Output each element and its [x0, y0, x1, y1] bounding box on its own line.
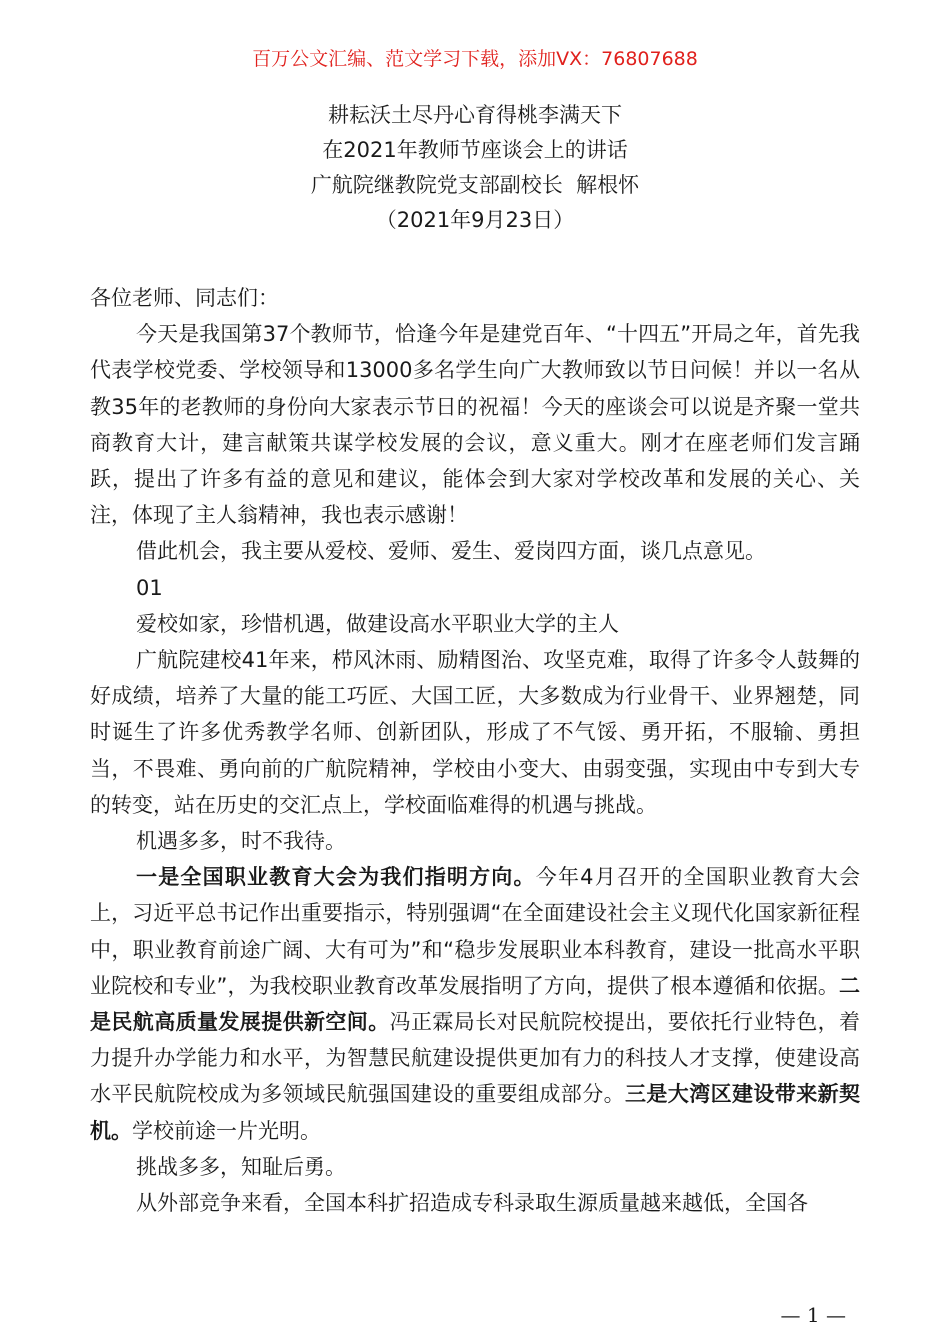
- page-number: — 1 —: [780, 1303, 846, 1327]
- speech-body: [90, 280, 860, 1221]
- speech-title: 耕耘沃土尽丹心育得桃李满天下: [328, 103, 622, 127]
- paragraph-opportunities: 机遇多多，时不我待。: [136, 829, 346, 854]
- section-heading: 爱校如家，珍惜机遇，做建设高水平职业大学的主人: [136, 611, 619, 636]
- watermark-banner: 百万公文汇编、范文学习下载，添加VX：76807688: [252, 48, 698, 70]
- point-one-text: 今年4月召开的全国职业教育大会上，习近平总书记作出重要指示，特别强调“在全面建设社会主义现代化国家新征程中，职业教育前途广阔、大有可为”和“稳步发展职业本科教育，建设一批高水平职业院校和专业”，为我校职业教育改革发展指明了方向，提供了根本遵循和依据。: [90, 865, 860, 998]
- point-one-heading: 一是全国职业教育大会为我们指明方向。: [136, 865, 536, 890]
- speaker-line: 广航院继教院党支部副校长 解根怀: [310, 173, 640, 197]
- paragraph-outline: 借此机会，我主要从爱校、爱师、爱生、爱岗四方面，谈几点意见。: [136, 539, 766, 564]
- paragraph-opening: 今天是我国第37个教师节，恰逢今年是建党百年、“十四五”开局之年，首先我代表学校党委、学校领导和13000多名学生向广大教师致以节日问候！并以一名从教35年的老教师的身份向大家表示节日的祝福！今天的座谈会可以说是齐聚一堂共商教育大计，建言献策共谋学校发展的会议，意义重大。刚才在座老师们发言踊跃，提出了许多有益的意见和建议，能体会到大家对学校改革和发展的关心、关注，体现了主人翁精神，我也表示感谢！: [90, 322, 860, 528]
- paragraph-opportunity-details: [90, 859, 860, 1149]
- point-two-heading: 二是民航高质量发展提供新空间。: [90, 973, 860, 1035]
- point-three-heading: 三是大湾区建设带来新契机。: [90, 1082, 860, 1143]
- page-footer: [0, 1300, 950, 1330]
- title-block: [0, 98, 950, 238]
- speech-date: （2021年9月23日）: [375, 208, 575, 232]
- salutation: 各位老师、同志们：: [90, 286, 279, 310]
- paragraph-challenges: 挑战多多，知耻后勇。: [136, 1154, 346, 1179]
- point-two-text: 冯正霖局长对民航院校提出，要依托行业特色，着力提升办学能力和水平，为智慧民航建设提供更加有力的科技人才支撑，使建设高水平民航院校成为多领域民航强国建设的重要组成部分。: [90, 1010, 861, 1107]
- speech-subtitle: 在2021年教师节座谈会上的讲话: [322, 138, 628, 162]
- paragraph-external-competition: 从外部竞争来看，全国本科扩招造成专科录取生源质量越来越低，全国各: [136, 1191, 808, 1216]
- point-three-text: 学校前途一片光明。: [132, 1118, 321, 1143]
- paragraph-history: 广航院建校41年来，栉风沐雨、励精图治、攻坚克难，取得了许多令人鼓舞的好成绩，培养了大量的能工巧匠、大国工匠，大多数成为行业骨干、业界翘楚，同时诞生了许多优秀教学名师、创新团队，形成了不气馁、勇开拓，不服输、勇担当，不畏难、勇向前的广航院精神，学校由小变大、由弱变强，实现由中专到大专的转变，站在历史的交汇点上，学校面临难得的机遇与挑战。: [90, 648, 860, 817]
- section-number: 01: [136, 575, 163, 600]
